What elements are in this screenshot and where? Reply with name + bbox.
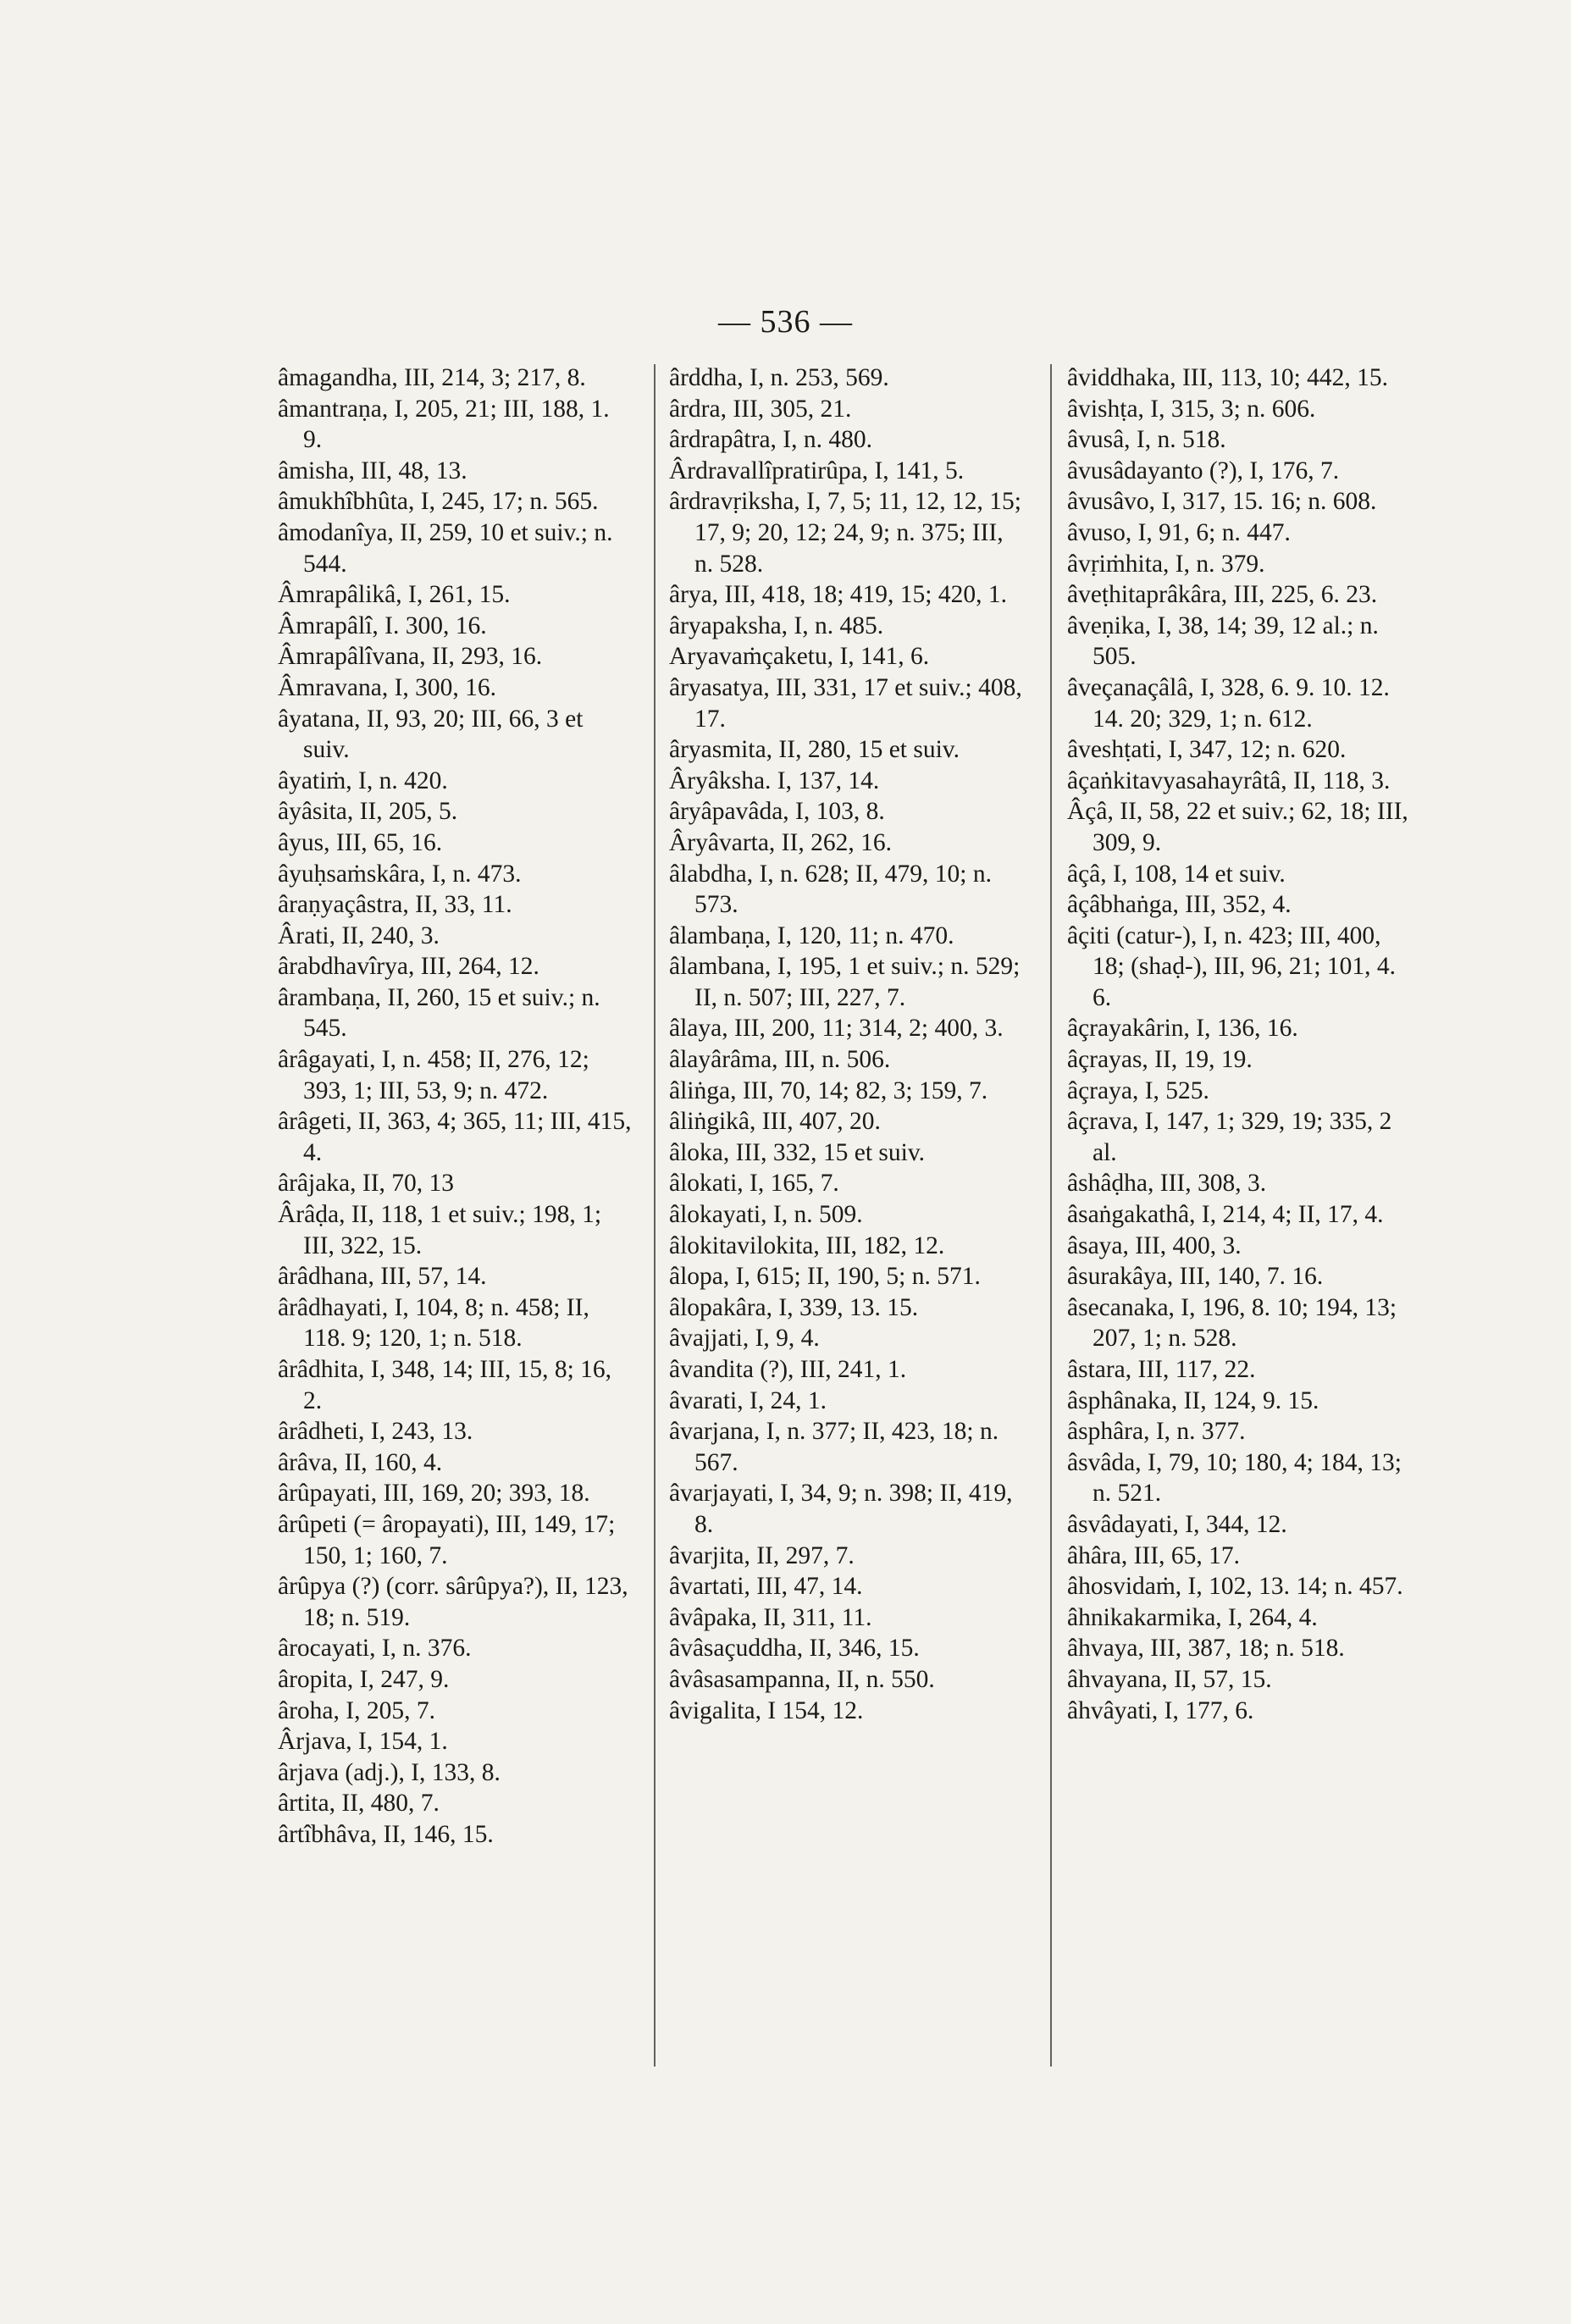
index-entry: Ârati, II, 240, 3.: [278, 921, 440, 949]
index-entry: ârdra, III, 305, 21.: [669, 395, 852, 423]
index-entry: âropita, I, 247, 9.: [278, 1665, 450, 1693]
index-entry: Âçâ, II, 58, 22 et suiv.; 62, 18; III, 309, 9.: [1067, 798, 1408, 856]
index-entry: âvâsasampanna, II, n. 550.: [669, 1665, 935, 1693]
index-entry: âvâsaçuddha, II, 346, 15.: [669, 1635, 920, 1663]
index-entry: âhvayana, II, 57, 15.: [1067, 1665, 1272, 1693]
index-entry: âhosvidaṁ, I, 102, 13. 14; n. 457.: [1067, 1573, 1403, 1601]
index-entry: ârâva, II, 160, 4.: [278, 1448, 443, 1476]
index-entry: âçiti (catur-), I, n. 423; III, 400, 18; (shaḍ-), III, 96, 21; 101, 4. 6.: [1067, 921, 1397, 1011]
index-entry: âyatana, II, 93, 20; III, 66, 3 et suiv.: [278, 705, 584, 764]
index-column-3: [1067, 362, 1413, 2082]
index-entry: ârûpeti (= âropayati), III, 149, 17; 150, 1; 160, 7.: [278, 1510, 616, 1569]
index-entry: Ârâḍa, II, 118, 1 et suiv.; 198, 1; III, 322, 15.: [278, 1201, 602, 1259]
index-entry: âveçanaçâlâ, I, 328, 6. 9. 10. 12. 14. 20; 329, 1; n. 612.: [1067, 673, 1390, 733]
index-entry: ârâdhana, III, 57, 14.: [278, 1263, 487, 1291]
index-entry: âviddhaka, III, 113, 10; 442, 15.: [1067, 364, 1389, 391]
index-entry: Âmrapâlikâ, I, 261, 15.: [278, 581, 511, 609]
index-entry: ârâdhayati, I, 104, 8; n. 458; II, 118. 9; 120, 1; n. 518.: [278, 1293, 589, 1353]
index-entry: âlabdha, I, n. 628; II, 479, 10; n. 573.: [669, 860, 992, 919]
index-entry: âlokayati, I, n. 509.: [669, 1201, 863, 1229]
index-entry: âvusâvo, I, 317, 15. 16; n. 608.: [1067, 488, 1377, 516]
index-entry: âçrava, I, 147, 1; 329, 19; 335, 2 al.: [1067, 1108, 1392, 1166]
index-entry: ârûpya (?) (corr. sârûpya?), II, 123, 18; n. 519.: [278, 1573, 628, 1631]
index-entry: âhâra, III, 65, 17.: [1067, 1541, 1240, 1569]
index-entry: âsvâda, I, 79, 10; 180, 4; 184, 13; n. 521.: [1067, 1448, 1402, 1508]
index-entry: âçrayakârin, I, 136, 16.: [1067, 1015, 1298, 1043]
index-entry: âsurakâya, III, 140, 7. 16.: [1067, 1263, 1324, 1291]
column-divider-1: [654, 364, 656, 2067]
index-entry: âvandita (?), III, 241, 1.: [669, 1356, 907, 1383]
index-entry: Âmravana, I, 300, 16.: [278, 673, 497, 701]
index-entry: âvarjana, I, n. 377; II, 423, 18; n. 567.: [669, 1418, 999, 1476]
index-entry: âveṭhitaprâkâra, III, 225, 6. 23.: [1067, 581, 1378, 609]
index-entry: âlayârâma, III, n. 506.: [669, 1046, 891, 1074]
index-entry: âmantraṇa, I, 205, 21; III, 188, 1. 9.: [278, 395, 610, 454]
index-entry: âvuso, I, 91, 6; n. 447.: [1067, 518, 1291, 546]
index-entry: âvṛiṁhita, I, n. 379.: [1067, 550, 1265, 578]
index-entry: âvarati, I, 24, 1.: [669, 1386, 827, 1414]
index-entry: âsphâra, I, n. 377.: [1067, 1418, 1246, 1446]
index-entry: ârdravṛiksha, I, 7, 5; 11, 12, 12, 15; 17, 9; 20, 12; 24, 9; n. 375; III, n. 528.: [669, 488, 1021, 578]
index-entry: âryasatya, III, 331, 17 et suiv.; 408, 17.: [669, 673, 1022, 733]
index-entry: âvartati, III, 47, 14.: [669, 1573, 863, 1601]
index-entry: âlopakâra, I, 339, 13. 15.: [669, 1293, 919, 1321]
index-entry: âlambana, I, 195, 1 et suiv.; n. 529; II, n. 507; III, 227, 7.: [669, 953, 1021, 1011]
index-entry: âsaṅgakathâ, I, 214, 4; II, 17, 4.: [1067, 1201, 1384, 1229]
index-entry: âvusâdayanto (?), I, 176, 7.: [1067, 456, 1340, 484]
index-entry: âvigalita, I 154, 12.: [669, 1696, 864, 1724]
index-entry: ârocayati, I, n. 376.: [278, 1635, 472, 1663]
index-entry: âveshṭati, I, 347, 12; n. 620.: [1067, 736, 1347, 764]
index-entry: ârâgeti, II, 363, 4; 365, 11; III, 415, 4.: [278, 1108, 632, 1166]
index-entry: âliṅgikâ, III, 407, 20.: [669, 1108, 881, 1136]
index-entry: âsecanaka, I, 196, 8. 10; 194, 13; 207, 1; n. 528.: [1067, 1293, 1397, 1353]
index-entry: âçaṅkitavyasahayrâtâ, II, 118, 3.: [1067, 766, 1391, 794]
index-entry: âsvâdayati, I, 344, 12.: [1067, 1510, 1287, 1538]
index-entry: âshâḍha, III, 308, 3.: [1067, 1170, 1267, 1198]
index-entry: âryâpavâda, I, 103, 8.: [669, 798, 885, 826]
index-entry: âlopa, I, 615; II, 190, 5; n. 571.: [669, 1263, 981, 1291]
index-entry: Âryâvarta, II, 262, 16.: [669, 828, 892, 856]
index-entry: âsphânaka, II, 124, 9. 15.: [1067, 1386, 1319, 1414]
index-entry: âstara, III, 117, 22.: [1067, 1356, 1256, 1383]
index-entry: âmodanîya, II, 259, 10 et suiv.; n. 544.: [278, 518, 613, 578]
index-entry: ârabdhavîrya, III, 264, 12.: [278, 953, 539, 981]
index-entry: âçrayas, II, 19, 19.: [1067, 1046, 1253, 1074]
index-entry: âraṇyaçâstra, II, 33, 11.: [278, 891, 512, 919]
index-entry: ârtîbhâva, II, 146, 15.: [278, 1820, 494, 1848]
index-entry: âyâsita, II, 205, 5.: [278, 798, 458, 826]
index-entry: âhvâyati, I, 177, 6.: [1067, 1696, 1254, 1724]
index-entry: âmisha, III, 48, 13.: [278, 456, 467, 484]
page-number: — 536 —: [718, 304, 853, 340]
index-entry: ârya, III, 418, 18; 419, 15; 420, 1.: [669, 581, 1007, 609]
index-entry: ârâgayati, I, n. 458; II, 276, 12; 393, 1; III, 53, 9; n. 472.: [278, 1046, 589, 1104]
index-entry: âmagandha, III, 214, 3; 217, 8.: [278, 364, 586, 391]
index-entry: âvarjayati, I, 34, 9; n. 398; II, 419, 8.: [669, 1480, 1013, 1538]
index-entry: âçraya, I, 525.: [1067, 1076, 1209, 1104]
index-entry: Aryavaṁçaketu, I, 141, 6.: [669, 643, 930, 671]
index-column-1: [278, 362, 633, 2082]
index-entry: âvishṭa, I, 315, 3; n. 606.: [1067, 395, 1316, 423]
index-entry: ârjava (adj.), I, 133, 8.: [278, 1758, 501, 1786]
index-entry: âmukhîbhûta, I, 245, 17; n. 565.: [278, 488, 599, 516]
index-entry: Âmrapâlî, I. 300, 16.: [278, 611, 487, 639]
index-entry: âsaya, III, 400, 3.: [1067, 1231, 1242, 1259]
index-entry: âçâbhaṅga, III, 352, 4.: [1067, 891, 1292, 919]
index-entry: âvajjati, I, 9, 4.: [669, 1325, 820, 1353]
index-entry: âvâpaka, II, 311, 11.: [669, 1603, 872, 1631]
index-entry: âliṅga, III, 70, 14; 82, 3; 159, 7.: [669, 1076, 988, 1104]
index-entry: ârâdhita, I, 348, 14; III, 15, 8; 16, 2.: [278, 1356, 612, 1414]
index-entry: âlaya, III, 200, 11; 314, 2; 400, 3.: [669, 1015, 1004, 1043]
index-columns: [278, 362, 1413, 2082]
index-entry: âçâ, I, 108, 14 et suiv.: [1067, 860, 1286, 888]
column-divider-2: [1050, 364, 1052, 2067]
index-entry: âvusâ, I, n. 518.: [1067, 426, 1226, 454]
index-entry: âloka, III, 332, 15 et suiv.: [669, 1138, 926, 1166]
index-entry: Âryâksha. I, 137, 14.: [669, 766, 880, 794]
index-entry: âlambaṇa, I, 120, 11; n. 470.: [669, 921, 954, 949]
index-entry: ârûpayati, III, 169, 20; 393, 18.: [278, 1480, 590, 1508]
index-entry: âhnikakarmika, I, 264, 4.: [1067, 1603, 1318, 1631]
index-entry: ârâjaka, II, 70, 13: [278, 1170, 455, 1198]
index-entry: âyuḥsaṁskâra, I, n. 473.: [278, 860, 522, 888]
index-entry: ârdrapâtra, I, n. 480.: [669, 426, 872, 454]
index-entry: âryasmita, II, 280, 15 et suiv.: [669, 736, 960, 764]
index-entry: âhvaya, III, 387, 18; n. 518.: [1067, 1635, 1345, 1663]
index-entry: ârddha, I, n. 253, 569.: [669, 364, 889, 391]
index-column-2: [669, 362, 1025, 2082]
index-entry: âlokati, I, 165, 7.: [669, 1170, 839, 1198]
index-entry: Ârdravallîpratirûpa, I, 141, 5.: [669, 456, 965, 484]
index-entry: âyus, III, 65, 16.: [278, 828, 443, 856]
index-entry: Ârjava, I, 154, 1.: [278, 1728, 448, 1756]
index-entry: âvarjita, II, 297, 7.: [669, 1541, 855, 1569]
index-entry: ârambaṇa, II, 260, 15 et suiv.; n. 545.: [278, 983, 600, 1043]
index-entry: ârtita, II, 480, 7.: [278, 1790, 440, 1818]
index-entry: âveṇika, I, 38, 14; 39, 12 al.; n. 505.: [1067, 611, 1379, 671]
index-entry: âyatiṁ, I, n. 420.: [278, 766, 448, 794]
index-entry: âroha, I, 205, 7.: [278, 1696, 435, 1724]
index-entry: Âmrapâlîvana, II, 293, 16.: [278, 643, 543, 671]
index-entry: âryapaksha, I, n. 485.: [669, 611, 884, 639]
index-entry: ârâdheti, I, 243, 13.: [278, 1418, 473, 1446]
index-entry: âlokitavilokita, III, 182, 12.: [669, 1231, 945, 1259]
